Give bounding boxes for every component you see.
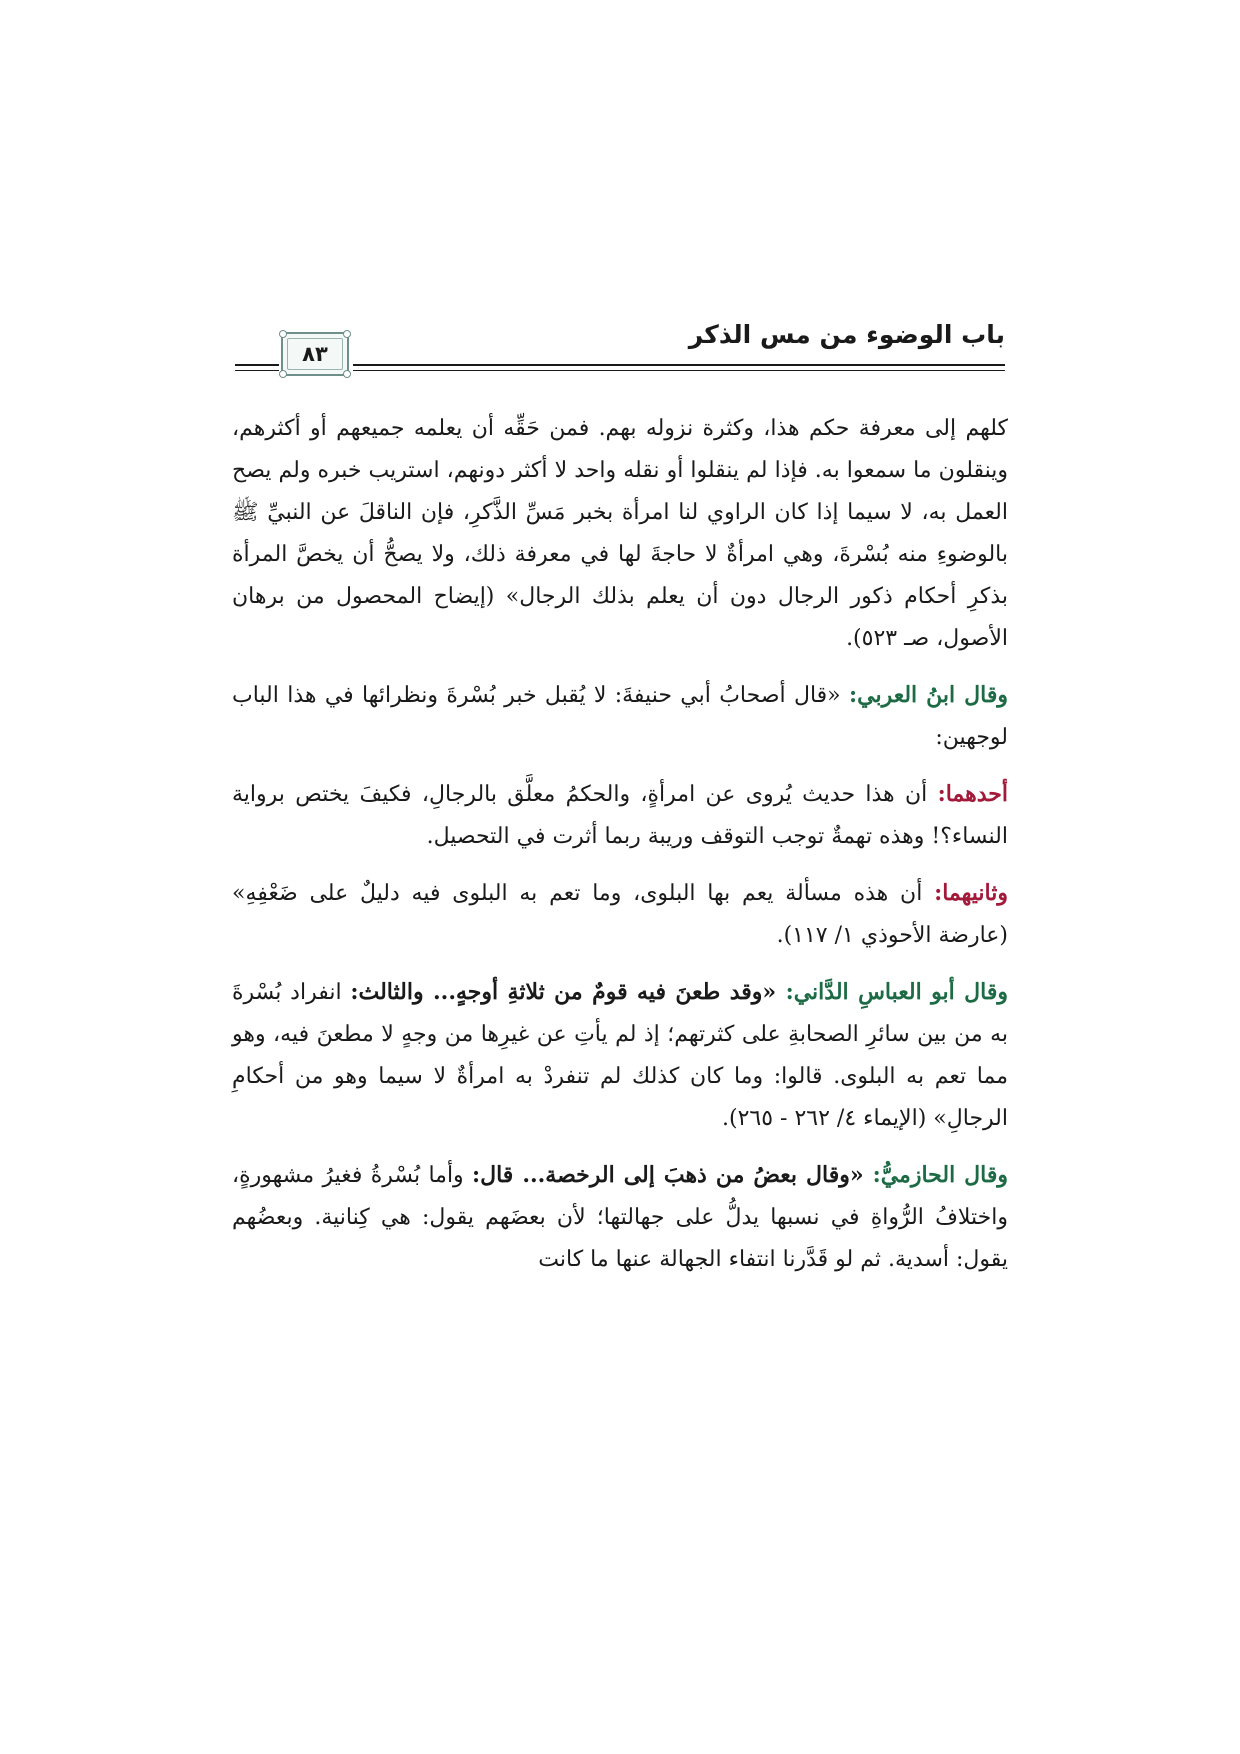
speaker-ibn-al-arabi: وقال ابنُ العربي: — [849, 682, 1008, 708]
point-second: وثانيهما: — [934, 880, 1008, 906]
speaker-abu-al-abbas: وقال أبو العباسِ الدَّاني: — [785, 979, 1008, 1005]
paragraph-2-text: «قال أصحابُ أبي حنيفةَ: لا يُقبل خبر بُسْرةَ ونظرائها في هذا الباب لوجهين: — [232, 683, 1008, 750]
body-text — [232, 408, 1008, 1295]
paragraph-6-emphasis: «وقال بعضُ من ذهبَ إلى الرخصة... قال: — [472, 1162, 873, 1188]
paragraph-3 — [232, 773, 1008, 858]
paragraph-2 — [232, 674, 1008, 759]
ornament-corner-icon — [343, 330, 351, 338]
chapter-title: باب الوضوء من مس الذكر — [688, 320, 1005, 349]
point-first: أحدهما: — [937, 781, 1008, 807]
header-rule-bottom — [353, 370, 1005, 371]
page-header — [235, 320, 1005, 392]
ornament-corner-icon — [279, 330, 287, 338]
header-rule-left-bottom — [235, 370, 279, 371]
paragraph-5-emphasis: «وقد طعنَ فيه قومٌ من ثلاثةِ أوجهٍ... والثالث: — [350, 979, 786, 1005]
paragraph-3-text: أن هذا حديث يُروى عن امرأةٍ، والحكمُ معلَّق بالرجالِ، فكيفَ يختص برواية النساء؟! وهذه تهمةٌ توجب التوقف وريبة ربما أثرت في التحصيل. — [232, 782, 1008, 849]
paragraph-5-text: انفراد بُسْرةَ به من بين سائرِ الصحابةِ على كثرتهم؛ إذ لم يأتِ عن غيرِها من وجهٍ لا مطعنَ فيه، وهو مما تعم به البلوى. قالوا: وما كان كذلك لم تنفردْ به امرأةٌ لا سيما وهو من أحكامِ الرجالِ» (الإيماء ٤/ ٢٦٢ - ٢٦٥). — [232, 980, 1008, 1131]
paragraph-1-text: كلهم إلى معرفة حكم هذا، وكثرة نزوله بهم. فمن حَقِّه أن يعلمه جميعهم أو أكثرهم، وينقلون ما سمعوا به. فإذا لم ينقلوا أو نقله واحد لا أكثر دونهم، استريب خبره ولم يصح العمل به، لا سيما إذا كان الراوي لنا امرأة بخبر مَسِّ الذَّكرِ، فإن الناقلَ عن النبيِّ ﷺ بالوضوءِ منه بُسْرةَ، وهي امرأةٌ لا حاجةَ لها في معرفة ذلك، ولا يصحُّ أن يخصَّ المرأة بذكرِ أحكام ذكور الرجال دون أن يعلم بذلك الرجال» (إيضاح المحصول من برهان الأصول، صـ ٥٢٣). — [232, 416, 1008, 651]
ornament-corner-icon — [343, 370, 351, 378]
speaker-al-hazimi: وقال الحازميُّ: — [872, 1162, 1008, 1188]
page-number: ٨٣ — [302, 342, 328, 366]
paragraph-6 — [232, 1154, 1008, 1281]
header-rule-left-top — [235, 364, 279, 366]
page-number-badge — [281, 332, 349, 376]
paragraph-4-text: أن هذه مسألة يعم بها البلوى، وما تعم به البلوى فيه دليلٌ على ضَعْفِهِ» (عارضة الأحوذي ١/ ١١٧). — [232, 881, 1008, 948]
header-rule-top — [353, 364, 1005, 366]
paragraph-1 — [232, 408, 1008, 660]
paragraph-5 — [232, 971, 1008, 1140]
paragraph-4 — [232, 872, 1008, 957]
ornament-corner-icon — [279, 370, 287, 378]
paragraph-6-text: وأما بُسْرةُ فغيرُ مشهورةٍ، واختلافُ الرُّواةِ في نسبها يدلُّ على جهالتها؛ لأن بعضَهم يقول: هي كِنانية. وبعضُهم يقول: أسدية. ثم لو قَدَّرنا انتفاء الجهالة عنها ما كانت — [232, 1163, 1008, 1272]
